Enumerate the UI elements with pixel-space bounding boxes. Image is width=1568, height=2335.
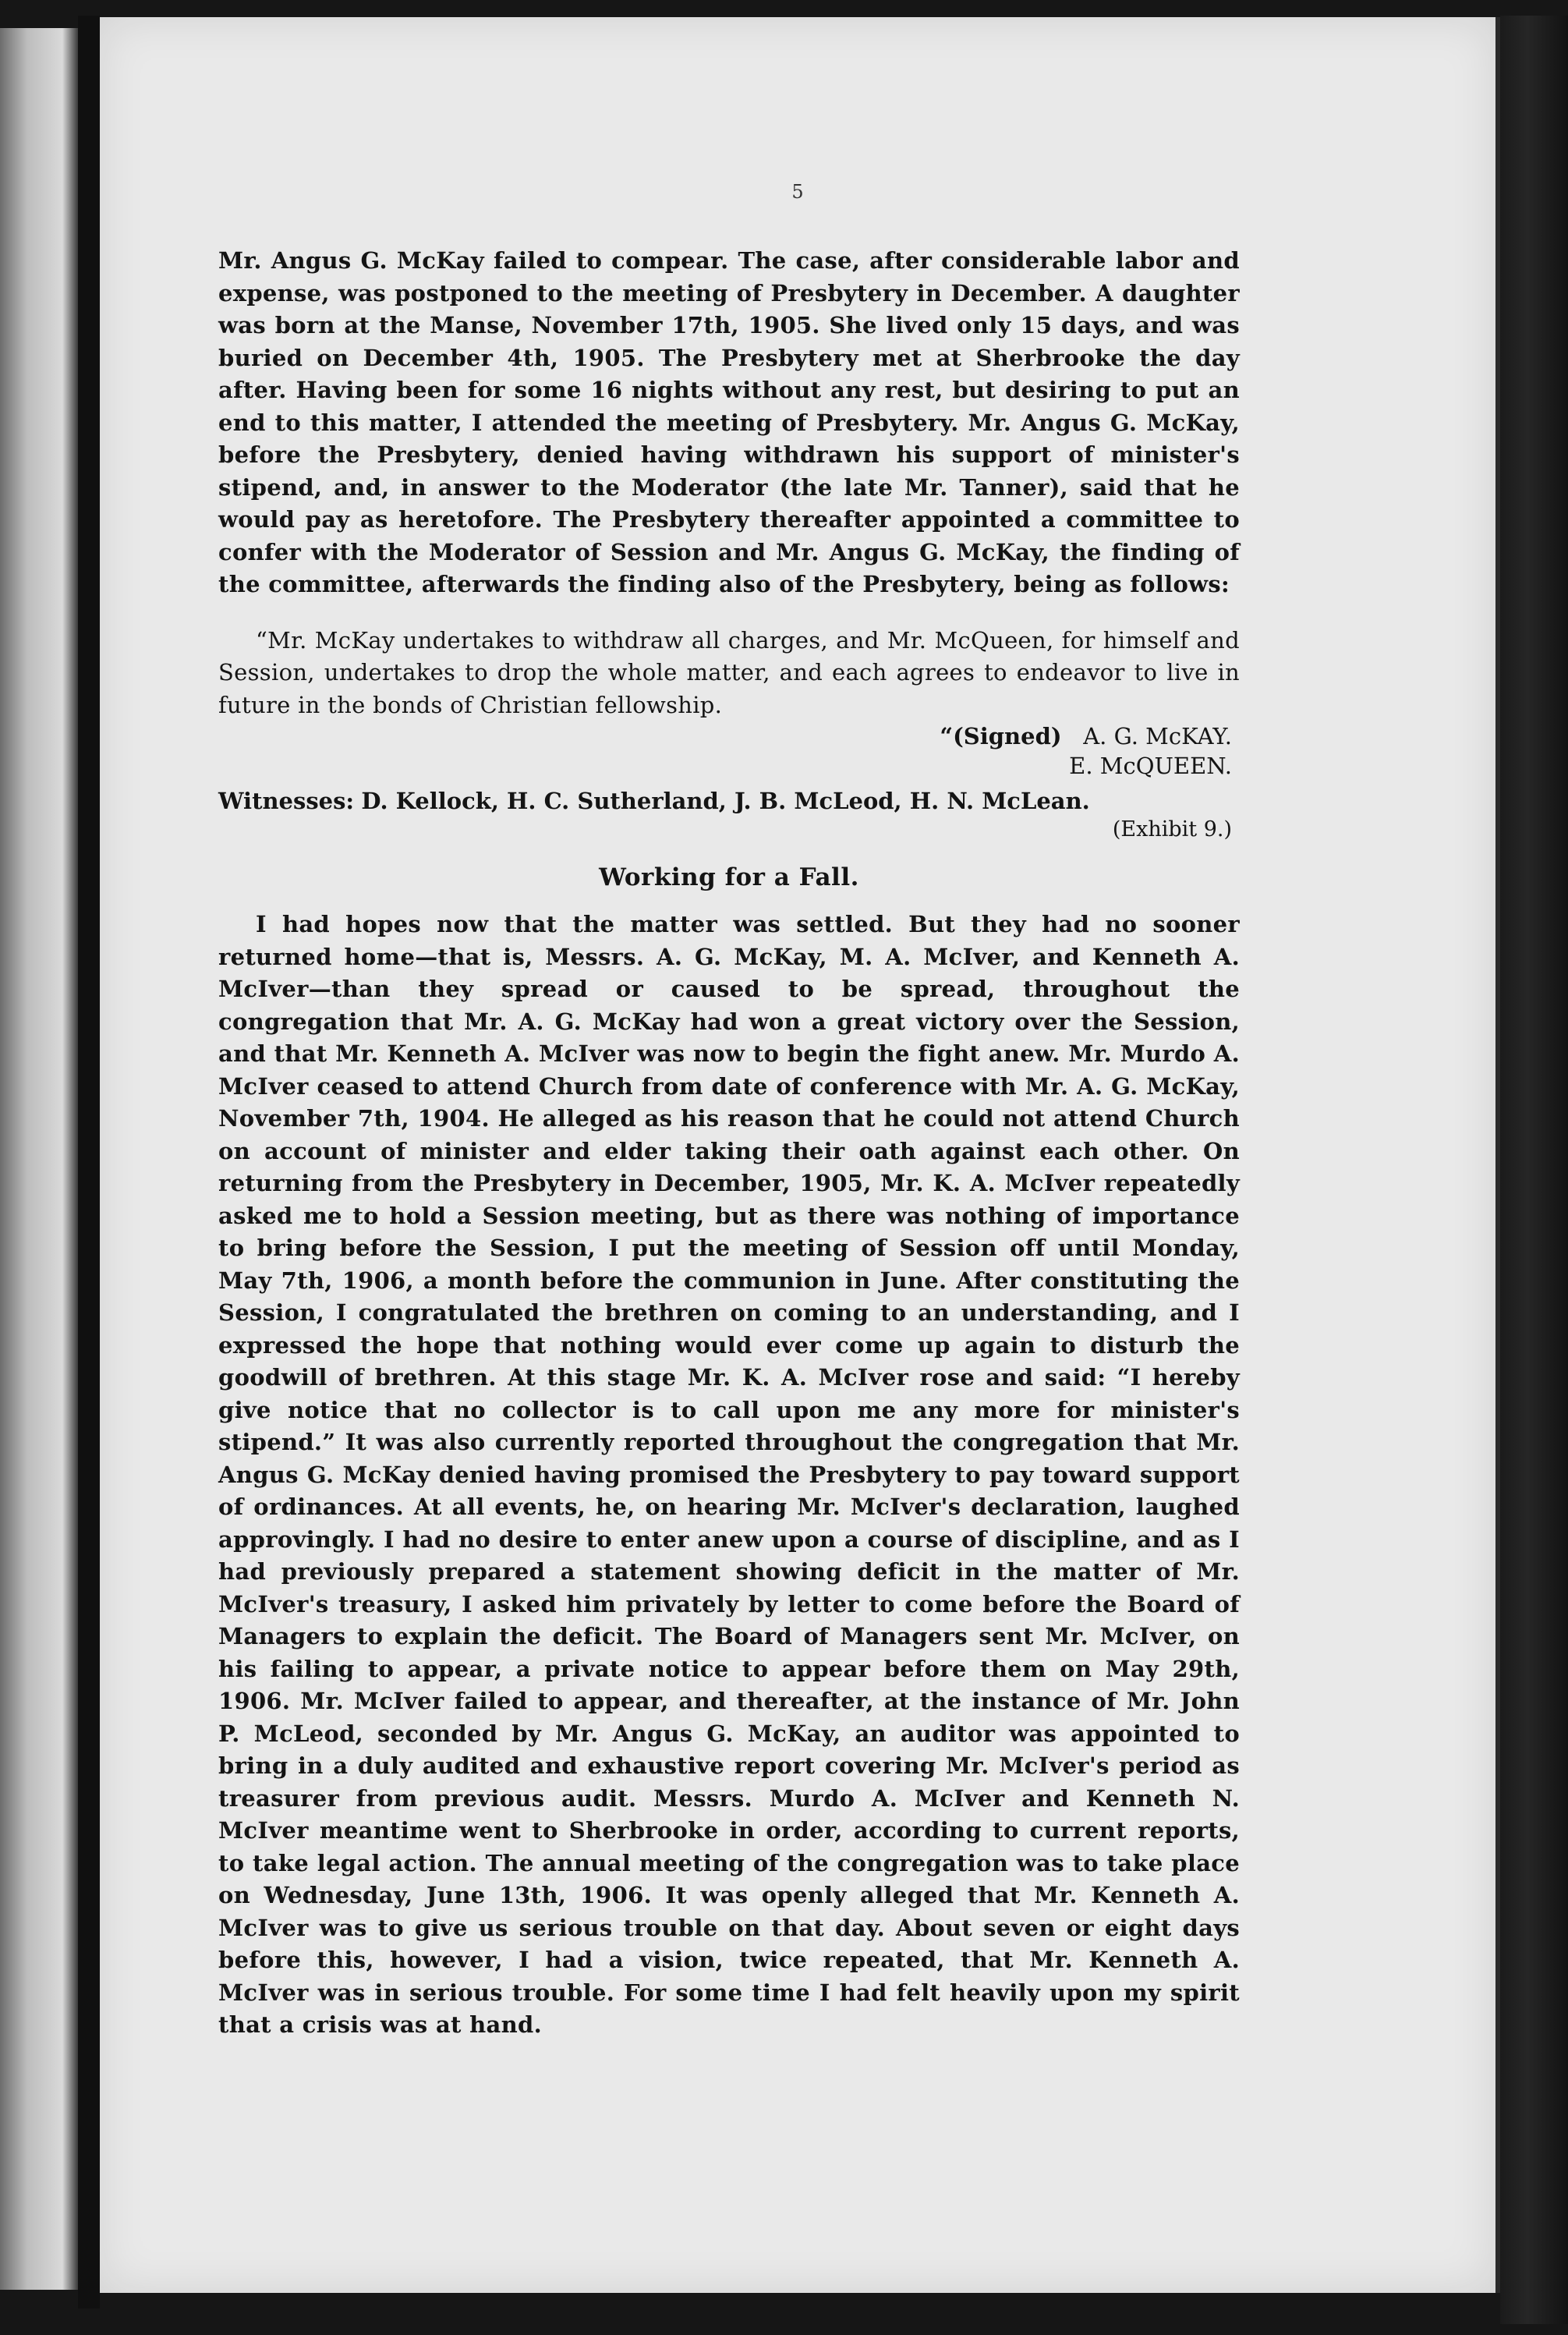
signature-line-1 [218,721,1240,751]
signature-line-2 [218,751,1240,781]
section-body: I had hopes now that the matter was settled. But they had no sooner returned home—that is, Messrs. A. G. McKay, M. A. McIver, and Kenneth A. McIver—than they spread or caused to be spread, throughout the congregation that Mr. A. G. McKay had won a great victory over the Session, and that Mr. Kenneth A. McIver was now to begin the fight anew. Mr. Murdo A. McIver ceased to attend Church from date of conference with Mr. A. G. McKay, November 7th, 1904. He alleged as his reason that he could not attend Church on account of minister and elder taking their oath against each other. On returning from the Presbytery in December, 1905, Mr. K. A. McIver repeatedly asked me to hold a Session meeting, but as there was nothing of importance to bring before the Session, I put the meeting of Session off until Monday, May 7th, 1906, a month before the communion in June. After constituting the Session, I congratulated the brethren on coming to an understanding, and I expressed the hope that nothing would ever come up again to disturb the goodwill of brethren. At this stage Mr. K. A. McIver rose and said: “I hereby give notice that no collector is to call upon me any more for minister's stipend.” It was also currently reported throughout the congregation that Mr. Angus G. McKay denied having promised the Presbytery to pay toward support of ordinances. At all events, he, on hearing Mr. McIver's declaration, laughed approvingly. I had no desire to enter anew upon a course of discipline, and as I had previously prepared a statement showing deficit in the matter of Mr. McIver's treasury, I asked him privately by letter to come before the Board of Managers to explain the deficit. The Board of Managers sent Mr. McIver, on his failing to appear, a private notice to appear before them on May 29th, 1906. Mr. McIver failed to appear, and thereafter, at the instance of Mr. John P. McLeod, seconded by Mr. Angus G. McKay, an auditor was appointed to bring in a duly audited and exhaustive report covering Mr. McIver's period as treasurer from previous audit. Messrs. Murdo A. McIver and Kenneth N. McIver meantime went to Sherbrooke in order, according to current reports, to take legal action. The annual meeting of the congregation was to take place on Wednesday, June 13th, 1906. It was openly alleged that Mr. Kenneth A. McIver was to give us serious trouble on that day. About seven or eight days before this, however, I had a vision, twice repeated, that Mr. Kenneth A. McIver was in serious trouble. For some time I had felt heavily upon my spirit that a crisis was at hand. [218,911,1240,2038]
witnesses-line [218,785,1240,817]
book-gutter [78,16,100,2308]
witnesses-label: Witnesses: [218,788,355,814]
intro-paragraph: Mr. Angus G. McKay failed to compear. The case, after considerable labor and expense, was postponed to the meeting of Presbytery in December. A daughter was born at the Manse, November 17th, 1905. She lived only 15 days, and was buried on December 4th, 1905. The Presbytery met at Sherbrooke the day after. Having been for some 16 nights without any rest, but desiring to put an end to this matter, I attended the meeting of Presbytery. Mr. Angus G. McKay, before the Presbytery, denied having withdrawn his support of minister's stipend, and, in answer to the Moderator (the late Mr. Tanner), said that he would pay as heretofore. The Presbytery thereafter appointed a committee to confer with the Moderator of Session and Mr. Angus G. McKay, the finding of the committee, afterwards the finding also of the Presbytery, being as follows: [218,247,1240,597]
agreement-quote: “Mr. McKay undertakes to withdraw all charges, and Mr. McQueen, for himself and Session, undertakes to drop the whole matter, and each agrees to endeavor to live in future in the bonds of Christian fellowship. [218,626,1240,718]
signed-label: “(Signed) [940,723,1062,749]
signer-mcqueen: E. McQUEEN. [1069,753,1232,779]
page-edge-shadow [1500,16,1568,2324]
witnesses-names: D. Kellock, H. C. Sutherland, J. B. McLeod, H. N. McLean. [361,788,1090,814]
section-heading: Working for a Fall. [599,863,859,891]
page-number: 5 [791,181,804,203]
exhibit-reference: (Exhibit 9.) [1112,817,1232,842]
adjacent-page-strip [0,28,78,2290]
signer-mckay: A. G. McKAY. [1083,723,1232,749]
page-content [218,245,1240,2042]
